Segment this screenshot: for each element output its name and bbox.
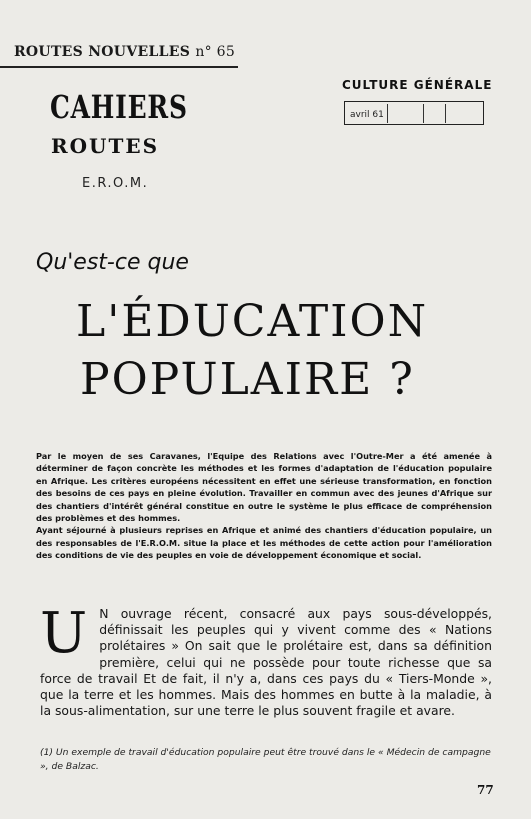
issue-number: n° 65 <box>195 44 236 60</box>
headline-line-2: POPULAIRE ? <box>80 354 415 405</box>
drop-cap: U <box>40 601 88 666</box>
intro-p2: Ayant séjourné à plusieurs reprises en Afrique et animé des chantiers d'éducation populaire, un des responsables de l'E.R.O.M. situe la place et les méthodes de cette action pour l'amélioration des conditions de vie des peuples en voie de développement économique et social. <box>36 525 492 561</box>
headline-line-1: L'ÉDUCATION <box>76 296 429 347</box>
series-routes: ROUTES <box>51 134 160 158</box>
footnote: (1) Un exemple de travail d'éducation populaire peut être trouvé dans le « Médecin de campagne », de Balzac. <box>40 747 491 772</box>
headline-kicker: Qu'est-ce que <box>36 250 189 275</box>
page-number: 77 <box>477 783 494 797</box>
series-org: E.R.O.M. <box>82 176 149 191</box>
date-box <box>344 101 484 125</box>
series-cahiers: CAHIERS <box>50 88 188 126</box>
masthead <box>14 44 235 60</box>
date-box-divider <box>387 104 388 123</box>
article-body <box>40 601 492 719</box>
intro-paragraph <box>36 450 492 562</box>
masthead-title: ROUTES NOUVELLES <box>14 44 191 60</box>
body-paragraph: N ouvrage récent, consacré aux pays sous-développés, définissait les peuples qui y vivent comme des « Nations prolétaires » On sait que le prolétaire est, dans sa définition première, celui qui ne possède pour toute richesse que sa force de travail Et de fait, il n'y a, dans ces pays du « Tiers-Monde », que la terre et les hommes. Mais des hommes en butte à la maladie, à la sous-alimentation, sur une terre le plus souvent fragile et avare. <box>40 606 492 719</box>
intro-p1: Par le moyen de ses Caravanes, l'Equipe des Relations avec l'Outre-Mer a été amenée à déterminer de façon concrète les méthodes et les formes d'adaptation de l'éducation populaire en Afrique. Les critères européens nécessitent en effet une sérieuse transformation, en fonction des besoins de ces pays en pleine évolution. Travailler en commun avec des jeunes d'Afrique sur des chantiers d'intérêt général constitue en outre le système le plus efficace de compréhension des problèmes et des hommes. <box>36 451 492 524</box>
date-box-divider <box>423 104 424 123</box>
masthead-rule <box>0 66 238 68</box>
date-text: avril 61 <box>350 110 384 120</box>
section-label: CULTURE GÉNÉRALE <box>342 78 493 92</box>
date-box-divider <box>445 104 446 123</box>
